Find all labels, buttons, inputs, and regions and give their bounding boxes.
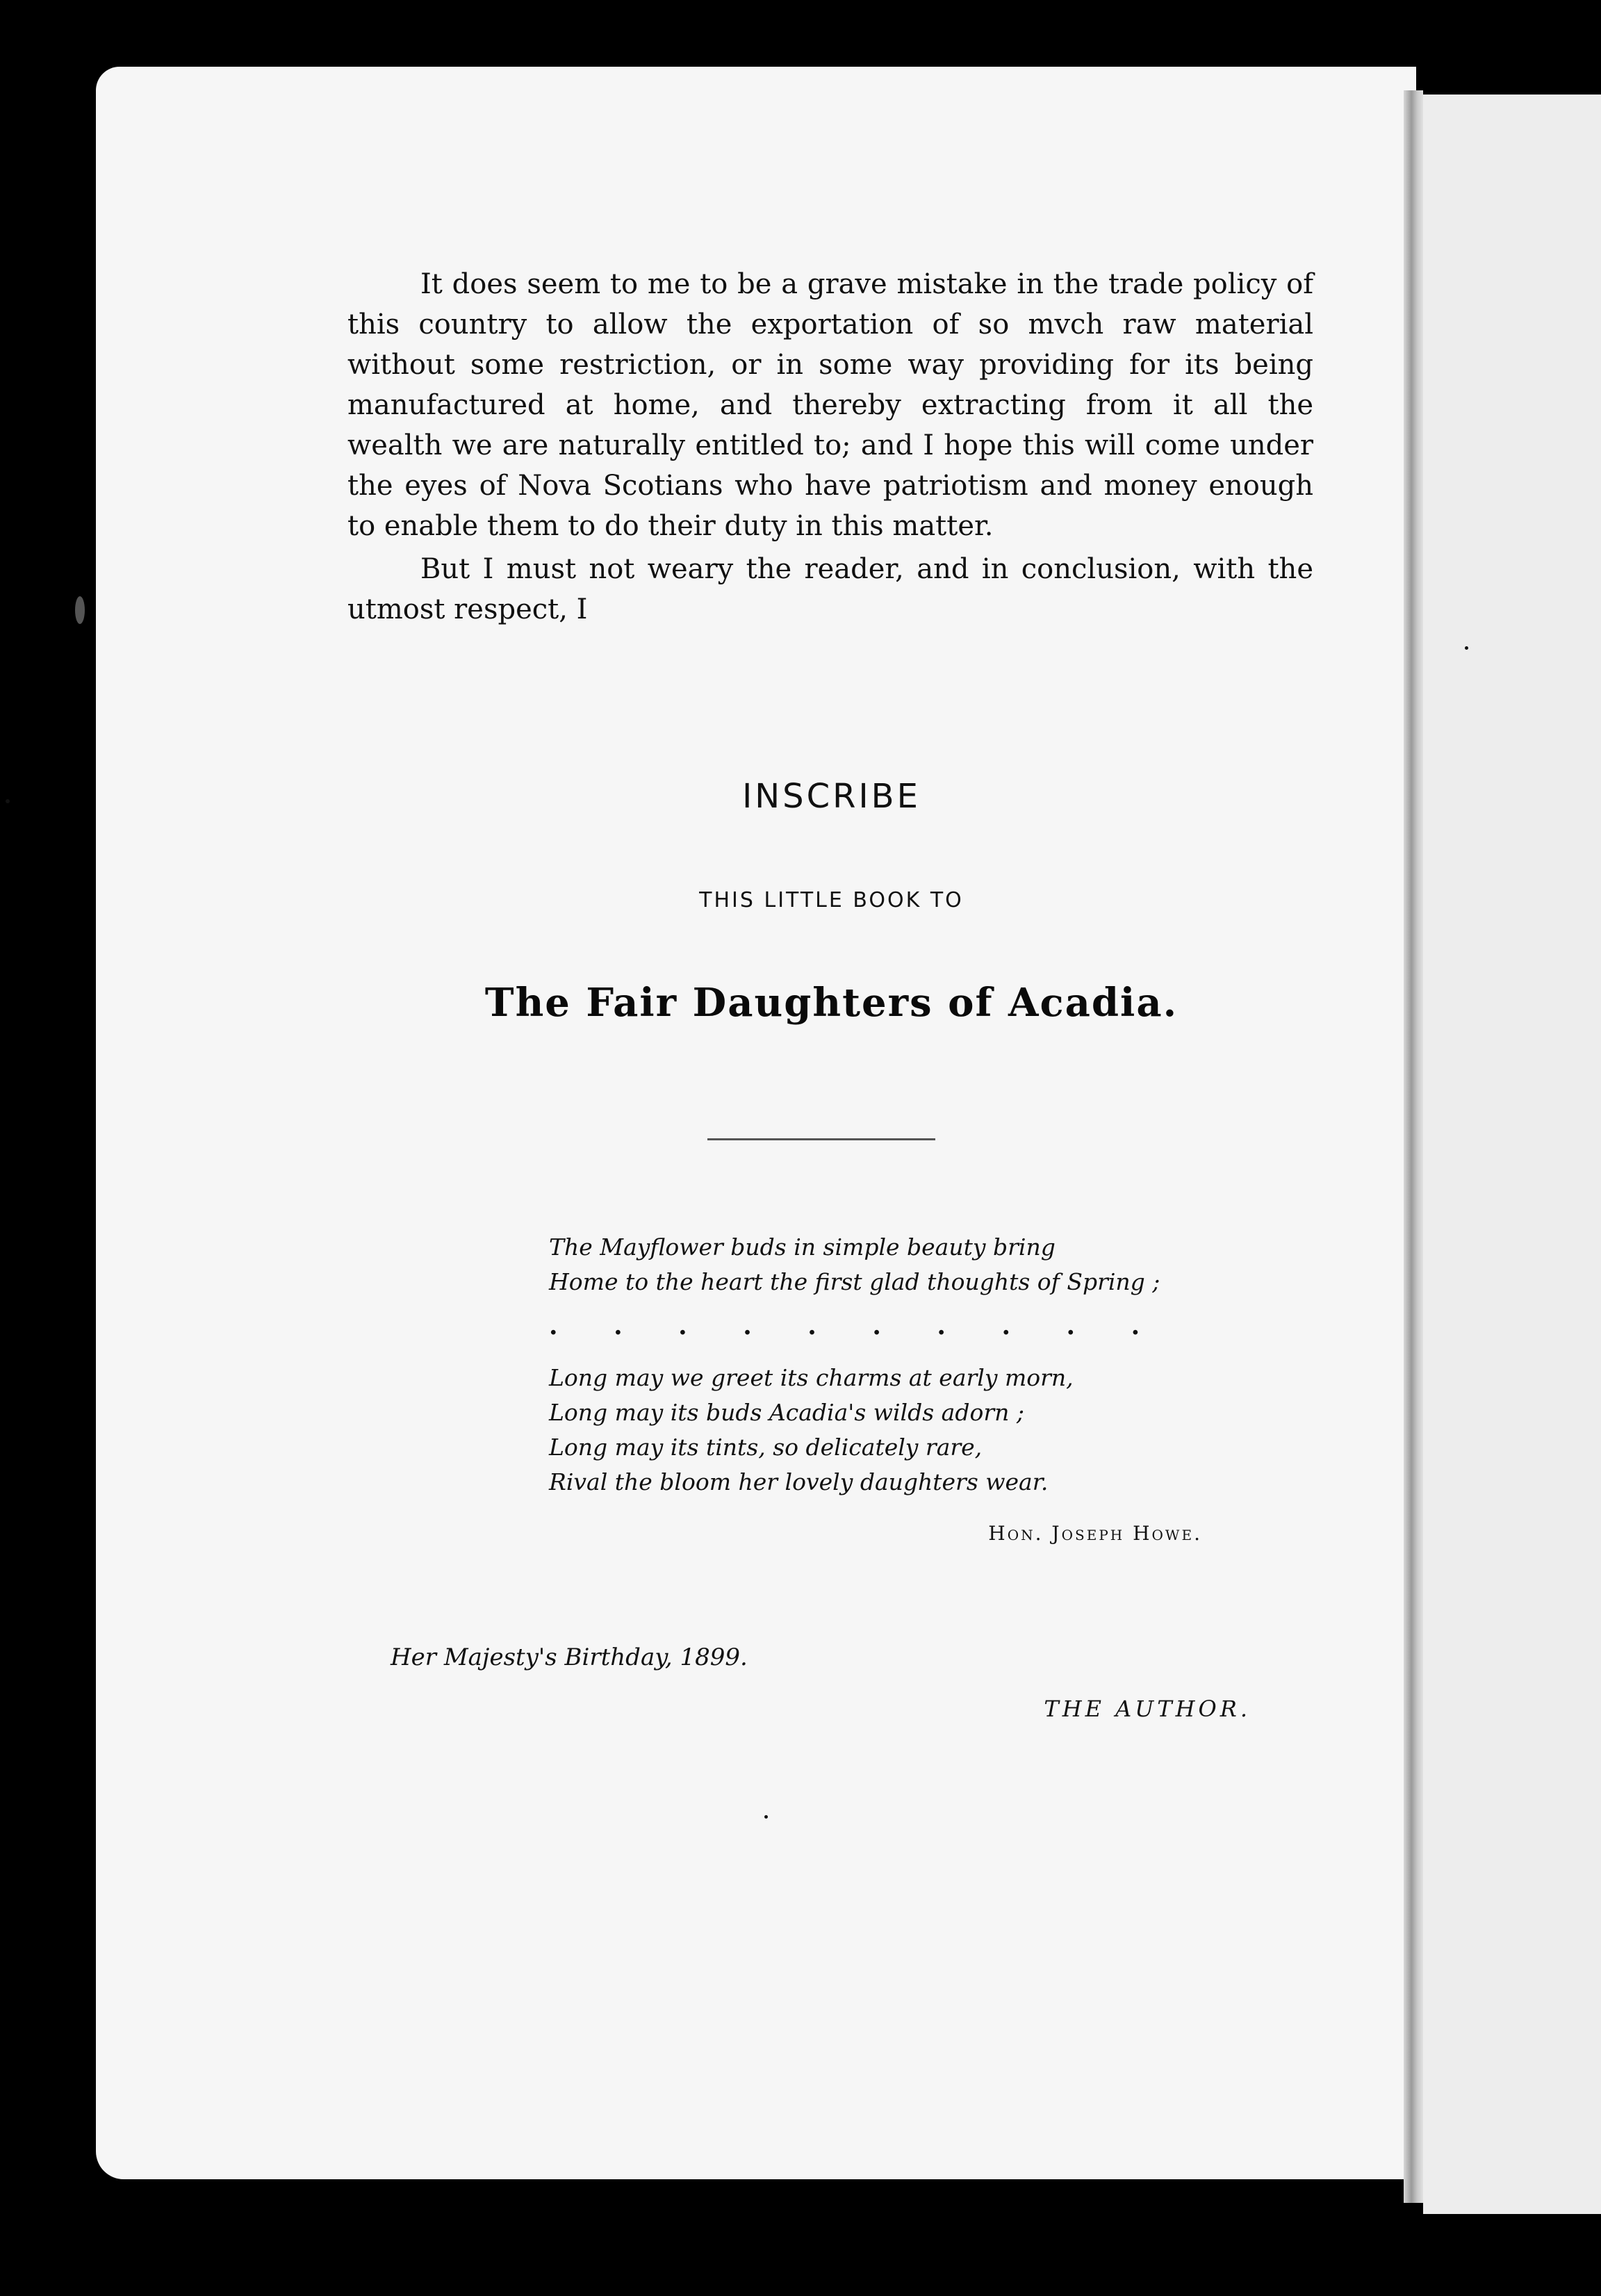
closing-prose xyxy=(347,264,1313,630)
dateline: Her Majesty's Birthday, 1899. xyxy=(391,1643,748,1671)
prose-paragraph: But I must not weary the reader, and in conclusion, with the utmost respect, I xyxy=(347,553,1313,625)
poem-line: The Mayflower buds in simple beauty bring xyxy=(549,1233,1056,1261)
facing-page-edge xyxy=(1423,95,1601,2214)
scan-speck xyxy=(1465,646,1468,650)
epigraph-poem xyxy=(549,1230,1216,1500)
poem-ellipsis: . . . . . . . . . . xyxy=(549,1311,1164,1340)
poem-line: Long may we greet its charms at early morn, xyxy=(549,1364,1074,1391)
dedication-heading: INSCRIBE xyxy=(742,777,921,816)
scan-speck xyxy=(75,596,85,624)
dedicatee-title: The Fair Daughters of Acadia. xyxy=(484,980,1179,1026)
poem-attribution: Hon. Joseph Howe. xyxy=(988,1522,1202,1545)
poem-line: Rival the bloom her lovely daughters wear. xyxy=(549,1468,1049,1495)
poem-line: Long may its buds Acadia's wilds adorn ; xyxy=(549,1399,1024,1426)
section-divider xyxy=(707,1138,935,1140)
author-signature: THE AUTHOR. xyxy=(1044,1696,1251,1722)
poem-line: Home to the heart the first glad thoughts of Spring ; xyxy=(549,1268,1160,1295)
prose-paragraph: It does seem to me to be a grave mistake in the trade policy of this country to allow the exportation of so mvch raw material without some restriction, or in some way providing for its being manufactured at home, and thereby extracting from it all the wealth we are naturally entitled to; and I hope this will come under the eyes of Nova Scotians who have patriotism and money enough to enable them to do their duty in this matter. xyxy=(347,268,1313,542)
scan-speck xyxy=(764,1815,768,1819)
page-gutter-shadow xyxy=(1404,90,1423,2203)
dedication-subheading: THIS LITTLE BOOK TO xyxy=(699,888,964,912)
poem-line: Long may its tints, so delicately rare, xyxy=(549,1434,983,1461)
